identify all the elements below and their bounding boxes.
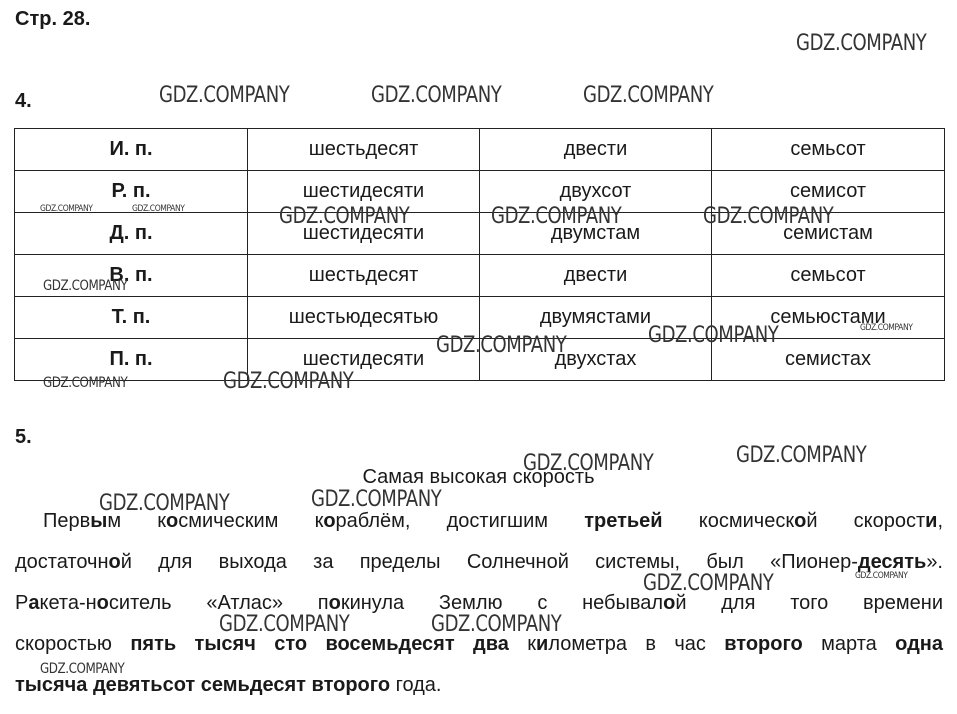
text-fragment: Перв [43,510,91,532]
text-fragment: Р [15,592,29,614]
text-fragment: кинула Землю с небывал [340,592,664,614]
task-4-number: 4. [15,90,32,112]
table-cell: семьсот [712,255,945,297]
text-fragment: скоростью [15,633,131,655]
bold-fragment: и [536,633,549,655]
watermark: GDZ.COMPANY [796,31,927,56]
text-fragment: ситель «Атлас» п [108,592,329,614]
table-cell: шестидесяти [248,171,480,213]
watermark: GDZ.COMPANY [43,375,128,391]
bold-fragment: о [96,592,109,614]
bold-fragment: о [328,592,341,614]
page-label: Стр. 28. [15,8,91,30]
table-cell: шестьюдесятью [248,297,480,339]
text-fragment: кета-н [39,592,97,614]
bold-fragment: о [323,510,336,532]
bold-fragment: третьей [584,510,663,532]
watermark: GDZ.COMPANY [436,333,567,358]
bold-fragment: о [166,510,179,532]
case-cell: П. п. [15,339,248,381]
text-line [15,550,943,574]
text-fragment: й для выхода за пределы Солнечной системы, был «Пионер- [120,551,858,573]
case-cell: В. п. [15,255,248,297]
text-fragment: космическ [662,510,795,532]
watermark: GDZ.COMPANY [43,278,128,294]
text-fragment: достаточн [15,551,109,573]
text-fragment: й скорост [806,510,926,532]
table-cell: двумстам [480,213,712,255]
case-cell: Т. п. [15,297,248,339]
bold-fragment: и [925,510,938,532]
table-cell: семистам [712,213,945,255]
watermark: GDZ.COMPANY [159,83,290,108]
bold-fragment: одна [895,633,944,655]
table-cell: семистах [712,339,945,381]
text-fragment: марта [802,633,896,655]
watermark: GDZ.COMPANY [703,204,834,229]
watermark: GDZ.COMPANY [311,487,442,512]
text-fragment: ». [926,551,943,573]
watermark: GDZ.COMPANY [491,204,622,229]
watermark: GDZ.COMPANY [860,323,913,333]
text-fragment: к [508,633,537,655]
table-cell: шестьдесят [248,129,480,171]
bold-fragment: тысяча девятьсот семьдесят второго [15,674,391,696]
table-cell: шестидесяти [248,213,480,255]
bold-fragment: о [794,510,807,532]
table-cell: двести [480,255,712,297]
bold-fragment: десять [857,551,927,573]
text-fragment: раблём, достигшим [335,510,585,532]
text-title: Самая высокая скорость [362,466,595,488]
watermark: GDZ.COMPANY [371,83,502,108]
text-line [15,673,943,697]
text-fragment: м к [107,510,167,532]
table-cell: шестидесяти [248,339,480,381]
watermark: GDZ.COMPANY [40,204,93,214]
watermark: GDZ.COMPANY [431,612,562,637]
bold-fragment: ы [90,510,108,532]
text-fragment: лометра в час [548,633,725,655]
watermark: GDZ.COMPANY [279,204,410,229]
case-cell: И. п. [15,129,248,171]
table-row [15,255,945,297]
watermark: GDZ.COMPANY [736,443,867,468]
bold-fragment: о [108,551,121,573]
table-cell: семьюстами [712,297,945,339]
watermark: GDZ.COMPANY [40,661,125,677]
text-fragment: смическим к [178,510,324,532]
table-cell: двухсот [480,171,712,213]
watermark: GDZ.COMPANY [223,369,354,394]
case-cell: Р. п. [15,171,248,213]
watermark: GDZ.COMPANY [583,83,714,108]
table-cell: семьсот [712,129,945,171]
text-fragment: , [937,510,944,532]
table-cell: двести [480,129,712,171]
watermark: GDZ.COMPANY [219,612,350,637]
task-5-number: 5. [15,426,32,448]
table-cell: двумястами [480,297,712,339]
watermark: GDZ.COMPANY [643,571,774,596]
watermark: GDZ.COMPANY [132,204,185,214]
bold-fragment: о [663,592,676,614]
watermark: GDZ.COMPANY [99,491,230,516]
case-cell: Д. п. [15,213,248,255]
table-cell: шестьдесят [248,255,480,297]
text-fragment: й для того времени [675,592,943,614]
table-cell: семисот [712,171,945,213]
watermark: GDZ.COMPANY [648,323,779,348]
watermark: GDZ.COMPANY [855,571,908,581]
text-fragment: года. [390,674,442,696]
table-row [15,129,945,171]
bold-fragment: пять тысяч сто восемьдесят два [130,633,509,655]
watermark: GDZ.COMPANY [523,451,654,476]
bold-fragment: а [28,592,40,614]
bold-fragment: второго [724,633,803,655]
table-cell: двухстах [480,339,712,381]
